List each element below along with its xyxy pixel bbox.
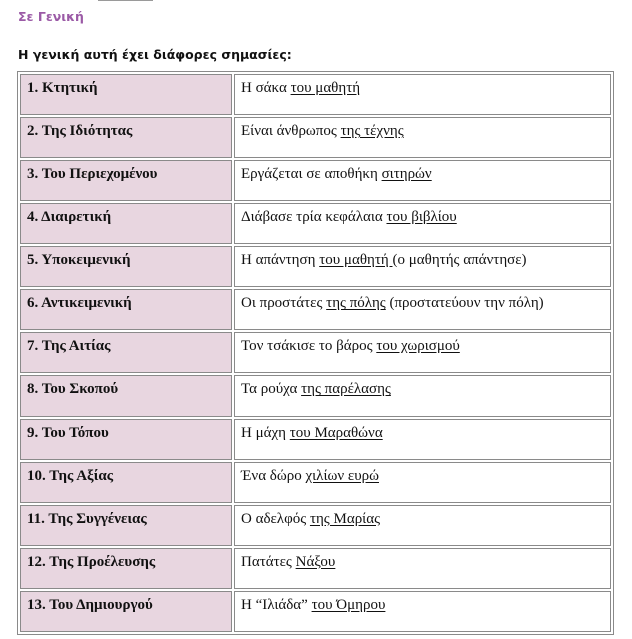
- example-text: Η “Ιλιάδα”: [241, 596, 312, 613]
- example-cell: [234, 375, 611, 416]
- example-genitive-underlined: Νάξου: [295, 553, 336, 570]
- example-cell: [234, 505, 611, 546]
- example-text: Τα ρούχα: [241, 381, 302, 398]
- meaning-name-cell: 12. Της Προέλευσης: [20, 548, 232, 589]
- intro-text: Η γενική αυτή έχει διάφορες σημασίες:: [18, 47, 292, 62]
- example-note: (ο μαθητής απάντησε): [392, 252, 527, 269]
- table-row: [20, 462, 611, 503]
- top-divider: [98, 0, 153, 1]
- example-text: Ένα δώρο: [241, 467, 306, 484]
- meaning-name-cell: 8. Του Σκοπού: [20, 375, 232, 416]
- example-text: Η σάκα: [241, 80, 291, 96]
- example-cell: [234, 74, 611, 115]
- table-row: [20, 591, 611, 632]
- example-genitive-underlined: της Μαρίας: [309, 510, 381, 527]
- table-row: [20, 74, 611, 115]
- meanings-table: [17, 71, 614, 635]
- example-text: Πατάτες: [241, 553, 296, 570]
- example-cell: [234, 332, 611, 373]
- table-body: [20, 74, 611, 632]
- example-cell: [234, 289, 611, 330]
- meaning-name-cell: 10. Της Αξίας: [20, 462, 232, 503]
- example-genitive-underlined: σιτηρών: [381, 166, 432, 183]
- example-text: Τον τσάκισε το βάρος: [241, 338, 377, 355]
- table-row: [20, 375, 611, 416]
- meaning-name-cell: 7. Της Αιτίας: [20, 332, 232, 373]
- meaning-name-cell: 13. Του Δημιουργού: [20, 591, 232, 632]
- meaning-name-cell: 5. Υποκειμενική: [20, 246, 232, 287]
- example-genitive-underlined: της τέχνης: [340, 123, 404, 140]
- table-row: [20, 419, 611, 460]
- example-note: (προστατεύουν την πόλη): [385, 295, 544, 312]
- example-text: Οι προστάτες: [241, 295, 327, 312]
- meaning-name-cell: 6. Αντικειμενική: [20, 289, 232, 330]
- meaning-name-cell: 11. Της Συγγένειας: [20, 505, 232, 546]
- example-text: Η μάχη: [241, 424, 290, 441]
- example-cell: [234, 462, 611, 503]
- table-row: [20, 246, 611, 287]
- example-text: Εργάζεται σε αποθήκη: [241, 166, 382, 183]
- table-row: [20, 548, 611, 589]
- meaning-name-cell: 1. Κτητική: [20, 74, 232, 115]
- example-genitive-underlined: του Μαραθώνα: [289, 424, 383, 441]
- example-text: Είναι άνθρωπος: [241, 123, 341, 140]
- table-row: [20, 332, 611, 373]
- example-genitive-underlined: του βιβλίου: [386, 209, 457, 226]
- example-cell: [234, 203, 611, 244]
- table-row: [20, 505, 611, 546]
- example-genitive-underlined: της πόλης: [326, 295, 386, 312]
- example-cell: [234, 548, 611, 589]
- example-text: Διάβασε τρία κεφάλαια: [241, 209, 387, 226]
- meaning-name-cell: 4. Διαιρετική: [20, 203, 232, 244]
- example-genitive-underlined: του χωρισμού: [376, 338, 460, 355]
- example-genitive-underlined: της παρέλασης: [301, 381, 391, 398]
- example-text: Η απάντηση: [241, 252, 320, 269]
- example-genitive-underlined: του μαθητή: [319, 252, 393, 269]
- example-text: Ο αδελφός: [241, 510, 310, 527]
- example-genitive-underlined: του μαθητή: [290, 80, 361, 96]
- example-genitive-underlined: χιλίων ευρώ: [305, 467, 379, 484]
- meaning-name-cell: 3. Του Περιεχομένου: [20, 160, 232, 201]
- example-cell: [234, 246, 611, 287]
- meaning-name-cell: 9. Του Τόπου: [20, 419, 232, 460]
- table-row: [20, 117, 611, 158]
- example-cell: [234, 591, 611, 632]
- example-cell: [234, 160, 611, 201]
- table-row: [20, 160, 611, 201]
- meaning-name-cell: 2. Της Ιδιότητας: [20, 117, 232, 158]
- table-row: [20, 203, 611, 244]
- example-cell: [234, 419, 611, 460]
- example-cell: [234, 117, 611, 158]
- example-genitive-underlined: του Όμηρου: [311, 596, 386, 613]
- table-row: [20, 289, 611, 330]
- section-heading: Σε Γενική: [18, 9, 84, 24]
